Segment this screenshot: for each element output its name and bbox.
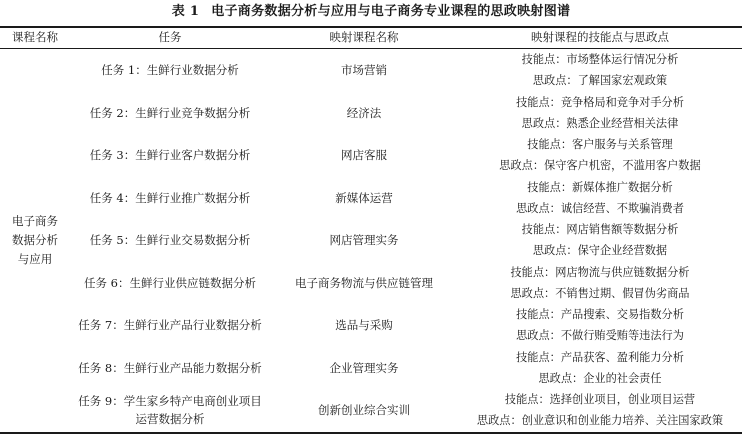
ideology-point: 思政点：熟悉企业经营相关法律 (521, 116, 679, 130)
skill-point: 技能点：市场整体运行情况分析 (521, 53, 679, 66)
task-cell (70, 134, 270, 177)
header-course-name: 课程名称 (12, 30, 58, 44)
mapped-course-cell: 创新创业综合实训 (318, 403, 410, 418)
skill-point: 技能点：产品获客、盈利能力分析 (516, 350, 684, 364)
task-text: 任务 5：生鲜行业交易数据分析 (89, 233, 251, 248)
course-name-cell (0, 212, 70, 269)
table-title: 电子商务数据分析与应用与电子商务专业课程的思政映射图谱 (211, 4, 571, 19)
ideology-point: 思政点：保守企业经营数据 (532, 244, 668, 257)
mapped-course-cell: 电子商务物流与供应链管理 (295, 275, 433, 290)
skill-point: 技能点：竞争格局和竞争对手分析 (516, 95, 684, 109)
task-text: 任务 2：生鲜行业竞争数据分析 (89, 105, 251, 120)
course-name-line: 数据分析 (12, 233, 58, 247)
mapped-course-cell: 企业管理实务 (329, 360, 399, 375)
mapped-course-cell: 市场营销 (341, 63, 387, 78)
skill-point: 技能点：网店物流与供应链数据分析 (510, 265, 690, 279)
header-skill-ideology: 映射课程的技能点与思政点 (531, 30, 669, 44)
task-text: 任务 3：生鲜行业客户数据分析 (89, 148, 251, 163)
task-text: 任务 8：生鲜行业产品能力数据分析 (78, 360, 262, 375)
task-cell (70, 49, 270, 92)
header-task: 任务 (158, 30, 182, 44)
course-name-line: 电子商务 (12, 214, 58, 228)
skill-point: 技能点：产品搜索、交易指数分析 (516, 308, 684, 321)
task-cell (70, 219, 270, 262)
task-cell (70, 304, 270, 347)
table-caption (0, 2, 742, 22)
ideology-point: 思政点：不做行贿受贿等违法行为 (516, 329, 684, 342)
task-text: 任务 4：生鲜行业推广数据分析 (89, 190, 251, 205)
mapped-course-cell: 网店客服 (341, 148, 387, 163)
header-mapped-course: 映射课程名称 (329, 30, 399, 44)
task-cell (70, 177, 270, 220)
task-text: 任务 1：生鲜行业数据分析 (101, 63, 239, 78)
ideology-point: 思政点：保守客户机密，不滥用客户数据 (499, 159, 701, 172)
mapped-course-cell: 经济法 (346, 105, 382, 120)
ideology-point: 思政点：创业意识和创业能力培养、关注国家政策 (476, 414, 724, 427)
table-number: 表 1 (171, 4, 200, 19)
task-cell (70, 262, 270, 305)
task-text: 任务 9：学生家乡特产电商创业项目 (78, 394, 262, 409)
mapped-course-cell: 新媒体运营 (335, 190, 393, 205)
task-cell (70, 92, 270, 135)
skill-point: 技能点：新媒体推广数据分析 (527, 180, 673, 194)
bottom-rule (0, 432, 742, 434)
task-text: 运营数据分析 (135, 412, 205, 427)
task-text: 任务 6：生鲜行业供应链数据分析 (84, 275, 256, 290)
mapped-course-cell: 选品与采购 (335, 318, 393, 333)
skill-point: 技能点：选择创业项目，创业项目运营 (504, 393, 696, 406)
skill-point: 技能点：客户服务与关系管理 (527, 138, 673, 151)
skill-point: 技能点：网店销售额等数据分析 (521, 223, 679, 236)
ideology-point: 思政点：诚信经营、不欺骗消费者 (516, 201, 684, 215)
task-cell (70, 347, 270, 390)
course-name-line: 与应用 (17, 252, 53, 266)
ideology-point: 思政点：不销售过期、假冒伪劣商品 (510, 286, 690, 300)
ideology-point: 思政点：企业的社会责任 (538, 371, 662, 385)
ideology-point: 思政点：了解国家宏观政策 (532, 74, 668, 87)
task-text: 任务 7：生鲜行业产品行业数据分析 (78, 318, 262, 333)
task-cell (70, 389, 270, 432)
mapped-course-cell: 网店管理实务 (329, 233, 399, 248)
